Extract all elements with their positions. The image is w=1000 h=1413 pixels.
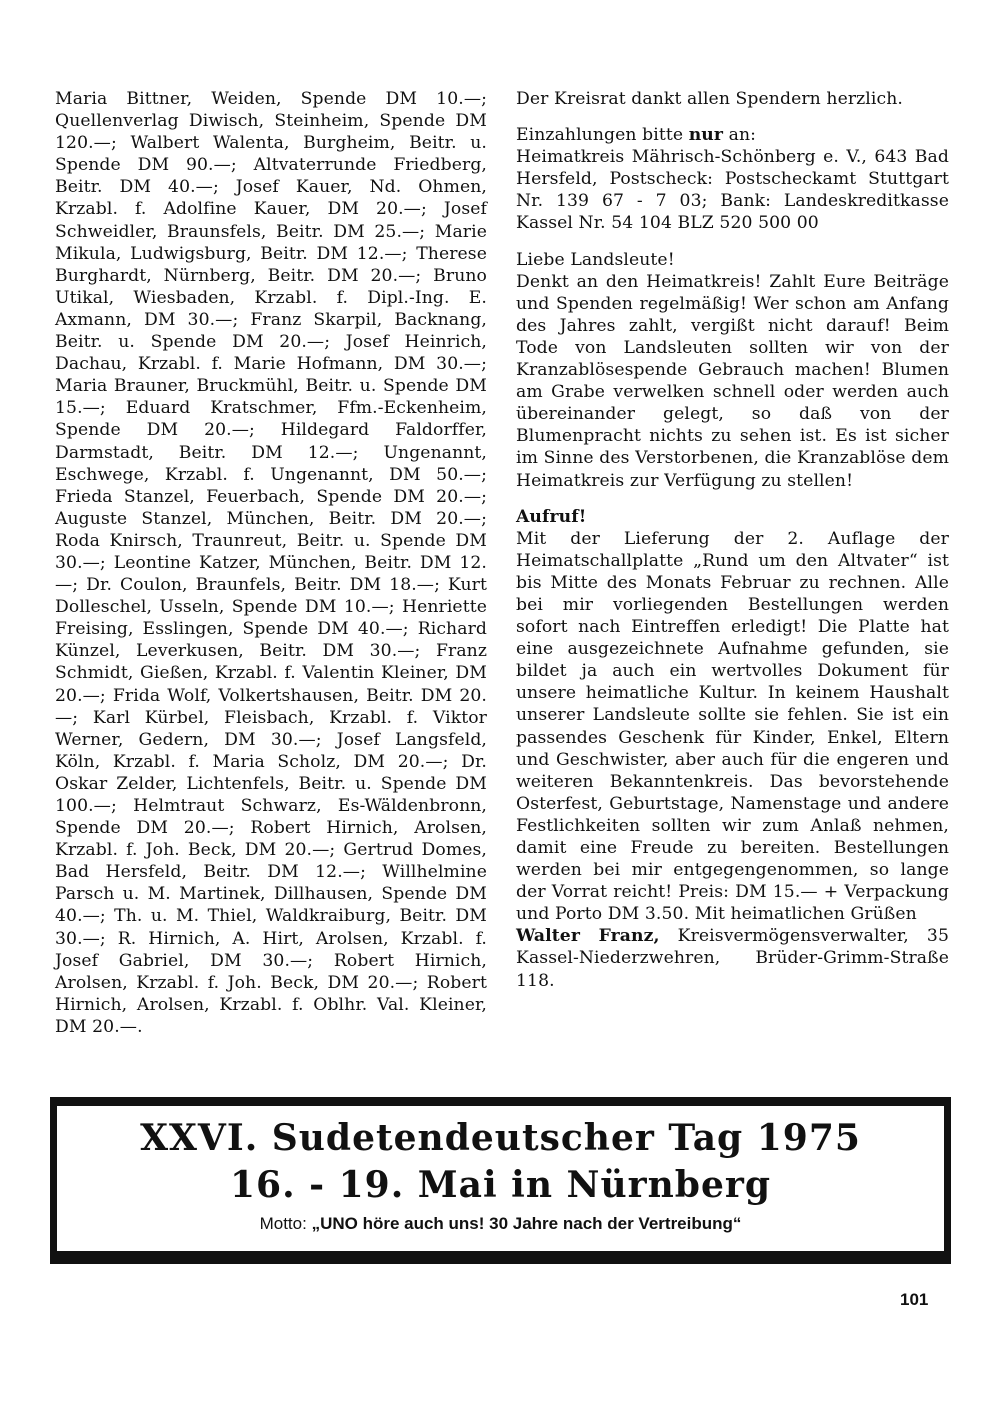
payment-intro-prefix: Einzahlungen bitte	[516, 125, 689, 146]
aufruf-heading: Aufruf!	[516, 506, 587, 527]
thanks-paragraph: Der Kreisrat dankt allen Spendern herzlich.	[516, 89, 903, 109]
banner-title: XXVI. Sudetendeutscher Tag 1975	[140, 1117, 861, 1159]
appeal-paragraph: Denkt an den Heimatkreis! Zahlt Eure Beiträge und Spenden regelmäßig! Wer schon am Anfang des Jahres zahlt, vergißt nicht darauf! Beim Tode von Landsleuten sollten wir von der Kranzablösespende Gebrauch machen! Blumen am Grabe verwelken schnell oder werden auch übereinander gelegt, so daß von der Blumenpracht nichts zu sehen ist. Es ist sicher im Sinne des Verstorbenen, die Kranzablöse dem Heimatkreis zur Verfügung zu stellen!	[516, 271, 949, 491]
signature-details: Kreisvermögensverwalter, 35 Kassel-Niederzwehren, Brüder-Grimm-Straße 118.	[516, 926, 949, 991]
motto-label: Motto:	[259, 1214, 312, 1233]
signature	[516, 925, 949, 991]
banner-date-place: 16. - 19. Mai in Nürnberg	[229, 1164, 771, 1206]
donations-list: Maria Bittner, Weiden, Spende DM 10.—; Quellenverlag Diwisch, Steinheim, Spende DM 120.—; Walbert Walenta, Burgheim, Beitr. u. Spende DM 90.—; Altvaterrunde Friedberg, Beitr. DM 40.—; Josef Kauer, Nd. Ohmen, Krzabl. f. Adolfine Kauer, DM 20.—; Josef Schweidler, Braunsfels, Beitr. DM 25.—; Marie Mikula, Ludwigsburg, Beitr. DM 12.—; Therese Burghardt, Nürnberg, Beitr. DM 20.—; Bruno Utikal, Wiesbaden, Krzabl. f. Dipl.-Ing. E. Axmann, DM 30.—; Franz Skarpil, Backnang, Beitr. u. Spende DM 20.—; Josef Heinrich, Dachau, Krzabl. f. Marie Hofmann, DM 30.—; Maria Brauner, Bruckmühl, Beitr. u. Spende DM 15.—; Eduard Kratschmer, Ffm.-Eckenheim, Spende DM 20.—; Hildegard Faldorffer, Darmstadt, Beitr. DM 12.—; Ungenannt, Eschwege, Krzabl. f. Ungenannt, DM 50.—; Frieda Stanzel, Feuerbach, Spende DM 20.—; Auguste Stanzel, München, Beitr. DM 20.—; Roda Knirsch, Traunreut, Beitr. u. Spende DM 30.—; Leontine Katzer, München, Beitr. DM 12.—; Dr. Coulon, Braunfels, Beitr. DM 18.—; Kurt Dolleschel, Usseln, Spende DM 10.—; Henriette Freising, Esslingen, Spende DM 40.—; Richard Künzel, Leverkusen, Beitr. DM 30.—; Franz Schmidt, Gießen, Krzabl. f. Valentin Kleiner, DM 20.—; Frida Wolf, Volkertshausen, Beitr. DM 20.—; Karl Kürbel, Fleisbach, Krzabl. f. Viktor Werner, Gedern, DM 30.—; Josef Langsfeld, Köln, Krzabl. f. Maria Scholz, DM 20.—; Dr. Oskar Zelder, Lichtenfels, Beitr. u. Spende DM 100.—; Helmtraut Schwarz, Es-Wäldenbronn, Spende DM 20.—; Robert Hirnich, Arolsen, Krzabl. f. Joh. Beck, DM 20.—; Gertrud Domes, Bad Hersfeld, Beitr. DM 12.—; Willhelmine Parsch u. M. Martinek, Dillhausen, Spende DM 40.—; Th. u. M. Thiel, Waldkraiburg, Beitr. DM 30.—; R. Hirnich, A. Hirt, Arolsen, Krzabl. f. Josef Gabriel, DM 30.—; Robert Hirnich, Arolsen, Krzabl. f. Joh. Beck, DM 20.—; Robert Hirnich, Arolsen, Krzabl. f. Oblhr. Val. Kleiner, DM 20.—.	[55, 89, 487, 1037]
payment-details: Heimatkreis Mährisch-Schönberg e. V., 643 Bad Hersfeld, Postscheck: Postscheckamt Stuttgart Nr. 139 67 - 7 03; Bank: Landeskreditkasse Kassel Nr. 54 104 BLZ 520 500 00	[516, 147, 949, 234]
payment-intro-suffix: an:	[723, 125, 757, 146]
payment-intro-emphasis: nur	[688, 125, 724, 146]
greeting: Liebe Landsleute!	[516, 249, 675, 270]
page-number: 101	[900, 1290, 929, 1309]
motto-text: „UNO höre auch uns! 30 Jahre nach der Vertreibung“	[311, 1214, 742, 1233]
signature-name: Walter Franz,	[516, 926, 660, 947]
event-banner	[50, 1097, 951, 1264]
banner-bottom-rule	[57, 1251, 944, 1264]
right-column	[516, 88, 949, 992]
banner-motto	[57, 1214, 944, 1234]
banner-top-rule	[57, 1097, 944, 1106]
aufruf-paragraph: Mit der Lieferung der 2. Auflage der Heimatschallplatte „Rund um den Altvater“ ist bis Mitte des Monats Februar zu rechnen. Alle bei mir vorliegenden Bestellungen werden sofort nach Eintreffen erledigt! Die Platte hat eine ausgezeichnete Aufnahme gefunden, sie bildet ja auch ein wertvolles Dokument für unsere heimatliche Kultur. In keinem Haushalt unserer Landsleute sollte sie fehlen. Sie ist ein passendes Geschenk für Kinder, Enkel, Eltern und Geschwister, aber auch für die engeren und weiteren Bekanntenkreis. Das bevorstehende Osterfest, Geburtstage, Namenstage und andere Festlichkeiten sollten wir zum Anlaß nehmen, damit eine Freude zu bereiten. Bestellungen werden bei mir entgegengenommen, so lange der Vorrat reicht! Preis: DM 15.— + Verpackung und Porto DM 3.50. Mit heimatlichen Grüßen	[516, 528, 949, 925]
left-column	[55, 88, 487, 1038]
payment-intro	[516, 124, 949, 146]
